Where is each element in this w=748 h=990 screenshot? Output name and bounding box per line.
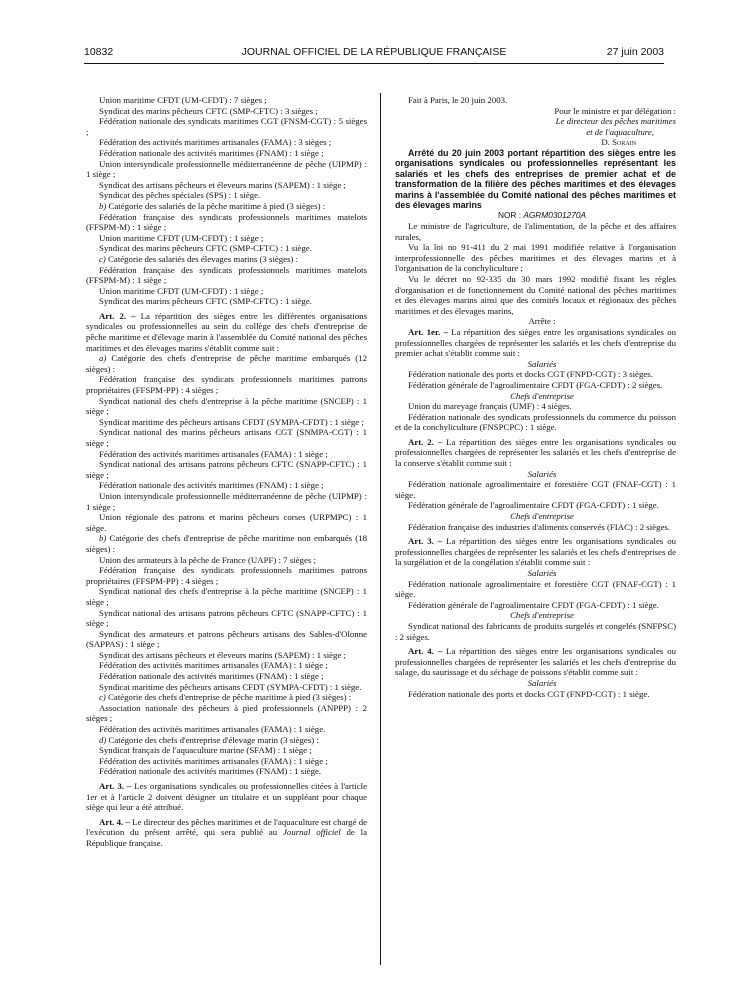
- signature-title: et de l'aquaculture,: [586, 126, 654, 137]
- text-line: Fédération française des syndicats professionnels maritimes patrons propriétaires (FFSPM-PP) : 4 sièges ;: [86, 565, 367, 586]
- text-line: Syndicat national des marins pêcheurs artisans CGT (SNMPA-CGT) : 1 siège ;: [86, 427, 367, 448]
- category-heading: [86, 692, 367, 703]
- right-column: [395, 95, 676, 699]
- article-text: La répartition des sièges entre les organisations syndicales ou professionnelles chargées de représenter les salariés et les chefs d'entreprise du salage, du saurissage et du séchage de poissons s'établit comme suit :: [395, 646, 676, 678]
- text-line: Fédération française des syndicats professionnels maritimes matelots (FFSPM-M) : 1 siège ;: [86, 211, 367, 233]
- done-at: Fait à Paris, le 20 juin 2003.: [408, 95, 508, 105]
- article-label: Art. 3. –: [408, 536, 443, 547]
- text-line: Fédération des activités maritimes artisanales (FAMA) : 1 siège ;: [99, 755, 328, 766]
- text-line: Union maritime CFDT (UM-CFDT) : 1 siège ;: [99, 285, 264, 296]
- article-text: La répartition des sièges entre les organisations syndicales ou professionnelles chargées de représenter les salariés et les chefs d'entreprises de la surgélation et de la congélation s'établit comme suit :: [395, 536, 676, 568]
- text-line: Fédération nationale des syndicats maritimes CGT (FNSM-CGT) : 5 sièges ;: [86, 116, 367, 137]
- article-label: Art. 4. –: [99, 816, 130, 827]
- journal-reference: Journal officiel: [283, 827, 341, 838]
- arrete-title: Arrêté du 20 juin 2003 portant répartition des sièges entre les organisations syndicales ou professionnelles représentant les salariés et les chefs des entreprises de premier achat et de transformation de la filière des pêches maritimes et des élevages marins à l'assemblée du Comité national des pêches maritimes et des élevages marins: [395, 147, 676, 210]
- intro-paragraph: Le ministre de l'agriculture, de l'alimentation, de la pêche et des affaires rurales,: [395, 221, 676, 242]
- text-line: Union maritime CFDT (UM-CFDT) : 1 siège ;: [99, 232, 264, 243]
- text-line: Fédération nationale des activités maritimes (FNAM) : 1 siège ;: [99, 147, 324, 158]
- category-text: Catégorie des salariés des élevages marins (3 sièges) :: [105, 253, 299, 264]
- column-divider: [380, 93, 381, 965]
- text-line: Fédération nationale agroalimentaire et forestière CGT (FNAF-CGT) : 1 siège.: [395, 578, 676, 600]
- text-line: Union régionale des patrons et marins pêcheurs corses (URPMPC) : 1 siège.: [86, 512, 367, 533]
- category-text: Catégorie des chefs d'entreprise de pêche maritime non embarqués (18 sièges) :: [86, 533, 367, 554]
- article-paragraph: [86, 817, 367, 849]
- section-heading: Salariés: [527, 468, 557, 479]
- text-line: Fédération française des industries d'aliments conservés (FIAC) : 2 sièges.: [408, 521, 671, 532]
- issue-date: 27 juin 2003: [606, 46, 664, 58]
- signatory-name: D. Sorain: [601, 137, 636, 148]
- category-letter: c): [99, 253, 106, 264]
- text-line: Fédération générale de l'agroalimentaire CFDT (FGA-CFDT) : 1 siège.: [408, 599, 659, 610]
- text-line: Syndicat national des fabricants de produits surgelés et congelés (SNFPSC) : 2 sièges.: [395, 620, 676, 642]
- article-label: Art. 3. –: [99, 781, 132, 791]
- article-label: Art. 2. –: [408, 436, 443, 447]
- article-paragraph: [86, 311, 367, 353]
- text-line: Fédération française des syndicats professionnels maritimes patrons propriétaires (FFSPM-PP) : 4 sièges ;: [86, 374, 367, 396]
- text-line: Fédération nationale des activités maritimes (FNAM) : 1 siège ;: [99, 671, 324, 682]
- category-letter: d): [99, 734, 107, 745]
- text-line: Syndicat national des chefs d'entreprise à la pêche maritime (SNCEP) : 1 siège ;: [86, 586, 367, 607]
- category-heading: [86, 533, 367, 554]
- text-line: Syndicat national des artisans patrons pêcheurs CFTC (SNAPP-CFTC) : 1 siège ;: [86, 607, 367, 629]
- text-line: Fédération des activités maritimes artisanales (FAMA) : 1 siège ;: [99, 660, 328, 671]
- text-line: Syndicat des marins pêcheurs CFTC (SMP-CFTC) : 3 sièges ;: [99, 105, 318, 116]
- text-line: Fédération nationale agroalimentaire et forestière CGT (FNAF-CGT) : 1 siège.: [395, 479, 676, 500]
- signature-block: [395, 106, 676, 148]
- text-line: Syndicat français de l'aquaculture marine (SFAM) : 1 siège ;: [99, 745, 312, 756]
- arrete-keyword: Arrête :: [528, 316, 556, 327]
- text-line: Fédération nationale des ports et docks CGT (FNPD-CGT) : 3 sièges.: [408, 369, 653, 380]
- text-line: Syndicat des marins pêcheurs CFTC (SMP-CFTC) : 1 siège.: [99, 243, 312, 254]
- text-line: Syndicat maritime des pêcheurs artisans CFDT (SYMPA-CFDT) : 1 siège.: [99, 681, 362, 692]
- article-label: Art. 1er. –: [408, 326, 448, 337]
- journal-title: JOURNAL OFFICIEL DE LA RÉPUBLIQUE FRANÇAISE: [241, 46, 507, 58]
- text-line: Fédération générale de l'agroalimentaire CFDT (FGA-CFDT) : 2 sièges.: [408, 379, 663, 390]
- signature-title: Le directeur des pêches maritimes: [555, 116, 676, 127]
- text-line: Fédération nationale des activités maritimes (FNAM) : 1 siège.: [99, 766, 322, 777]
- category-text: Catégorie des chefs d'entreprise d'élevage marin (3 sièges) :: [106, 734, 319, 745]
- nor-reference: [395, 210, 676, 221]
- page-header: [84, 46, 664, 60]
- text-line: Union intersyndicale professionnelle méditerranéenne de pêche (UIPMP) : 1 siège ;: [86, 158, 367, 180]
- text-line: Fédération des activités maritimes artisanales (FAMA) : 1 siège ;: [99, 448, 328, 459]
- text-line: Syndicat national des artisans patrons pêcheurs CFTC (SNAPP-CFTC) : 1 siège ;: [86, 459, 367, 480]
- category-heading: [86, 201, 367, 212]
- text-line: Syndicat des artisans pêcheurs et éleveurs marins (SAPEM) : 1 siège ;: [99, 649, 346, 660]
- section-heading: Salariés: [527, 358, 557, 369]
- section-heading: Chefs d'entreprise: [510, 610, 574, 621]
- article-text: La répartition des sièges entre les organisations syndicales ou professionnelles chargées de représenter les salariés et les chefs d'entreprise de la conserve s'établit comme suit :: [395, 436, 676, 469]
- category-letter: c): [99, 692, 106, 703]
- article-paragraph: [395, 327, 676, 359]
- nor-label: NOR :: [497, 210, 524, 221]
- article-text: La répartition des sièges entre les organisations syndicales ou professionnelles chargées de représenter les salariés et les chefs d'entreprise du premier achat s'établit comme suit :: [395, 326, 676, 359]
- intro-paragraph: Vu la loi no 91-411 du 2 mai 1991 modifiée relative à l'organisation interprofessionnelle des pêches maritimes et des élevages marins et à l'organisation de la conchyliculture ;: [395, 242, 676, 274]
- article-text: Le directeur des pêches maritimes et de l'aquaculture est chargé de l'exécution du présent arrêté, qui sera publié au: [86, 816, 367, 838]
- text-line: Fédération générale de l'agroalimentaire CFDT (FGA-CFDT) : 1 siège.: [408, 500, 659, 511]
- category-letter: b): [99, 200, 107, 211]
- article-label: Art. 4. –: [408, 646, 443, 657]
- category-text: Catégorie des chefs d'entreprise de pêche maritime à pied (3 sièges) :: [105, 692, 352, 703]
- text-line: Union du mareyage français (UMF) : 4 sièges.: [408, 401, 572, 412]
- section-heading: Salariés: [527, 677, 557, 688]
- section-heading: Chefs d'entreprise: [510, 511, 574, 522]
- text-line: Fédération française des syndicats professionnels maritimes matelots (FFSPM-M) : 1 siège ;: [86, 264, 367, 286]
- text-line: Fédération nationale des ports et docks CGT (FNPD-CGT) : 1 siège.: [408, 688, 650, 699]
- text-line: Fédération nationale des activités maritimes (FNAM) : 1 siège ;: [99, 480, 324, 491]
- category-heading: [86, 353, 367, 374]
- article-paragraph: [395, 437, 676, 469]
- text-line: Fédération nationale des syndicats professionnels du commerce du poisson et de la conchyliculture (FNSPCPC) : 1 siège.: [395, 411, 676, 433]
- category-heading: [86, 735, 367, 746]
- article-paragraph: [86, 781, 367, 813]
- article-paragraph: [395, 536, 676, 568]
- category-letter: a): [99, 353, 107, 364]
- text-line: Fédération des activités maritimes artisanales (FAMA) : 1 siège.: [99, 724, 326, 735]
- text-line: Association nationale des pêcheurs à pied professionnels (ANPPP) : 2 sièges ;: [86, 702, 367, 724]
- category-text: Catégorie des salariés de la pêche maritime à pied (3 sièges) :: [106, 200, 326, 211]
- header-rule: [84, 63, 664, 64]
- signature-line: Pour le ministre et par délégation :: [554, 105, 676, 116]
- page-number: 10832: [84, 46, 114, 58]
- text-line: Syndicat des artisans pêcheurs et éleveurs marins (SAPEM) : 1 siège ;: [99, 179, 346, 190]
- text-line: Union des armateurs à la pêche de France (UAPF) : 7 sièges ;: [99, 554, 316, 565]
- left-column: [86, 95, 367, 849]
- text-line: Union intersyndicale professionnelle méditerranéenne de pêche (UIPMP) : 1 siège ;: [86, 490, 367, 512]
- article-text: de la République française.: [86, 827, 367, 848]
- text-line: Syndicat des armateurs et patrons pêcheurs artisans des Sables-d'Olonne (SAPPAS) : 1 siège ;: [86, 628, 367, 650]
- text-line: Fédération des activités maritimes artisanales (FAMA) : 3 sièges ;: [99, 137, 332, 148]
- section-heading: Salariés: [527, 568, 557, 578]
- text-line: Union maritime CFDT (UM-CFDT) : 7 sièges ;: [99, 95, 267, 105]
- text-line: Syndicat des marins pêcheurs CFTC (SMP-CFTC) : 1 siège.: [99, 296, 312, 307]
- category-heading: [86, 254, 367, 265]
- text-line: Syndicat national des chefs d'entreprise à la pêche maritime (SNCEP) : 1 siège ;: [86, 395, 367, 417]
- text-line: Syndicat maritime des pêcheurs artisans CFDT (SYMPA-CFDT) : 1 siège ;: [99, 416, 364, 427]
- article-text: La répartition des sièges entre les différentes organisations syndicales ou professionnelles au sein du collège des chefs d'entreprise de pêche maritime et d'élevage marin à l'assemblée du Comité national des pêches maritimes et des élevages marins s'établit comme suit :: [86, 310, 368, 353]
- article-paragraph: [395, 646, 676, 678]
- article-label: Art. 2. –: [99, 310, 136, 321]
- text-line: Syndicat des pêches spéciales (SPS) : 1 siège.: [99, 190, 261, 201]
- article-text: Les organisations syndicales ou professionnelles citées à l'article 1er et à l'article 2 doivent désigner un titulaire et un suppléant pour chaque siège qui leur a été attribué.: [86, 781, 367, 813]
- section-heading: Chefs d'entreprise: [510, 390, 574, 401]
- category-letter: b): [99, 533, 107, 544]
- nor-code: AGRM0301270A: [523, 210, 587, 221]
- category-text: Catégorie des chefs d'entreprise de pêche maritime embarqués (12 sièges) :: [86, 353, 367, 374]
- intro-paragraph: Vu le décret no 92-335 du 30 mars 1992 modifié fixant les règles d'organisation et de fonctionnement du Comité national des pêches maritimes et des élevages marins ainsi que des comités locaux et régionaux des pêches maritimes et des élevages marins,: [395, 273, 676, 316]
